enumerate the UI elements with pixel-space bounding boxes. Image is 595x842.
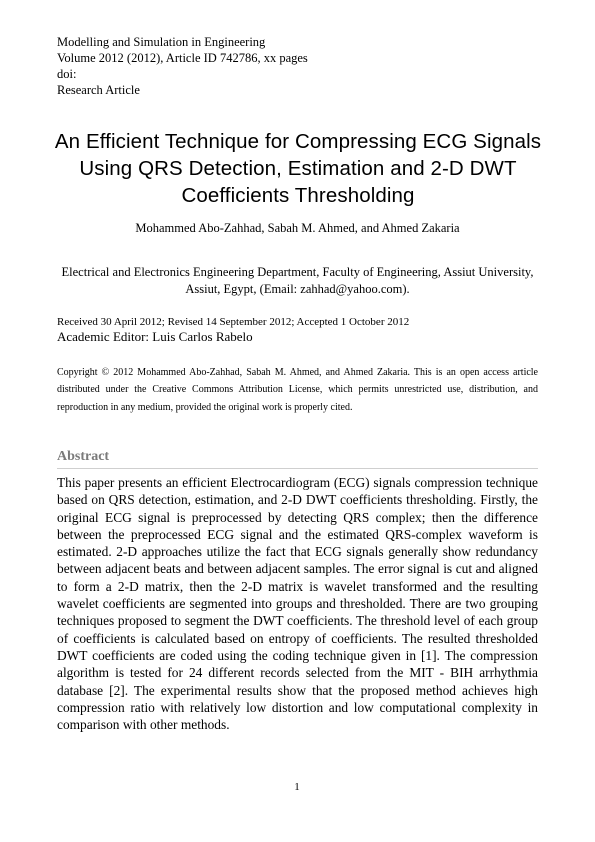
academic-editor: Academic Editor: Luis Carlos Rabelo — [57, 329, 253, 344]
journal-name: Modelling and Simulation in Engineering — [57, 35, 266, 49]
abstract-divider — [57, 468, 538, 469]
abstract-body: This paper presents an efficient Electrocardiogram (ECG) signals compression technique based on QRS detection, estimation, and 2-D DWT coefficients thresholding. Firstly, the original ECG signal is preprocessed by detecting QRS complex; then the difference between the preprocessed ECG signal and the estimated QRS-complex waveform is estimated. 2-D approaches utilize the fact that ECG signals generally show redundancy between adjacent beats and between adjacent samples. The error signal is cut and aligned to form a 2-D matrix, then the 2-D matrix is wavelet transformed and the resulting wavelet coefficients are segmented into groups and thresholded. There are two grouping techniques proposed to segment the DWT coefficients. The threshold level of each group of coefficients is calculated based on entropy of coefficients. The resulted thresholded DWT coefficients are coded using the coding technique given in [1]. The compression algorithm is tested for 24 different records selected from the MIT - BIH arrhythmia database [2]. The experimental results show that the proposed method achieves high compression ratio with relatively low distortion and low computational complexity in comparison with other methods. — [57, 475, 538, 733]
author-list: Mohammed Abo-Zahhad, Sabah M. Ahmed, and Ahmed Zakaria — [135, 221, 460, 235]
copyright-notice: Copyright © 2012 Mohammed Abo-Zahhad, Sabah M. Ahmed, and Ahmed Zakaria. This is an open access article distributed under the Creative Commons Attribution License, which permits unrestricted use, distribution, and reproduction in any medium, provided the original work is properly cited. — [57, 367, 538, 413]
submission-history: Received 30 April 2012; Revised 14 September 2012; Accepted 1 October 2012 — [57, 316, 410, 328]
doi-line: doi: — [57, 67, 77, 81]
volume-info: Volume 2012 (2012), Article ID 742786, xx pages — [57, 51, 308, 65]
page-number: 1 — [294, 781, 300, 793]
journal-header — [57, 34, 308, 98]
affiliation: Electrical and Electronics Engineering Department, Faculty of Engineering, Assiut University, Assiut, Egypt, (Email: zahhad@yahoo.com). — [61, 265, 534, 296]
article-type: Research Article — [57, 83, 140, 97]
paper-title: An Efficient Technique for Compressing ECG Signals Using QRS Detection, Estimation and 2-D DWT Coefficients Thresholding — [54, 130, 542, 207]
abstract-heading: Abstract — [57, 449, 110, 464]
